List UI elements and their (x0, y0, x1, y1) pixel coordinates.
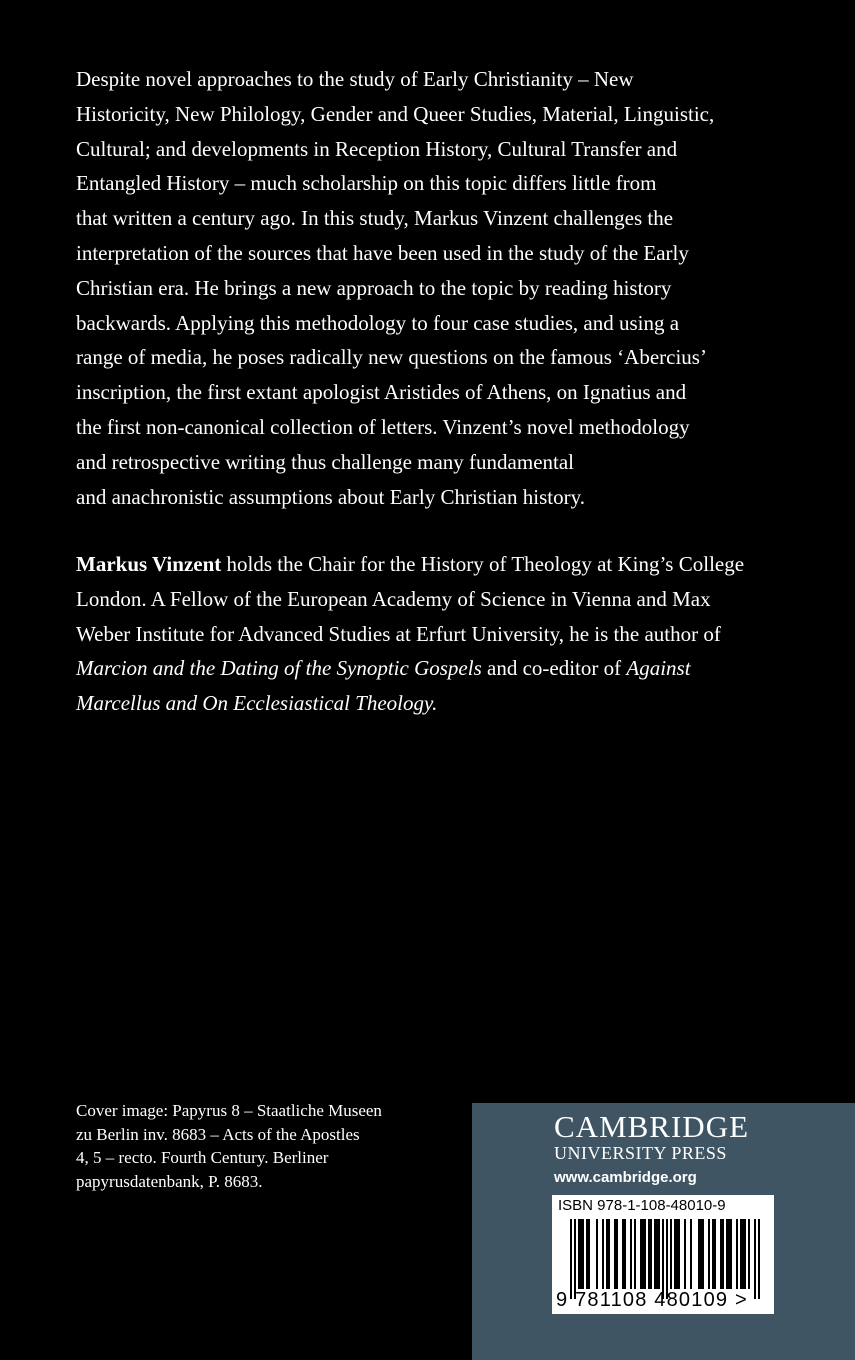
barcode-bar (676, 1219, 678, 1289)
bio-text-2: and co-editor of (481, 656, 627, 681)
barcode-bar (574, 1219, 576, 1299)
barcode-bar (602, 1219, 604, 1289)
barcode-bar (586, 1219, 588, 1289)
book-title-1: Marcion and the Dating of the Synoptic Gospels (76, 656, 482, 681)
publisher-subtitle: UNIVERSITY PRESS (554, 1143, 727, 1163)
barcode-bar (606, 1219, 608, 1289)
barcode-bar (648, 1219, 650, 1289)
bio-text-1: holds the Chair for the History of Theology at King’s College London. A Fellow of the European Academy of Science in Vienna and Max Weber Institute for Advanced Studies at Erfurt University, he is the author of (76, 552, 745, 646)
barcode-bar (700, 1219, 702, 1289)
isbn-barcode (552, 1195, 774, 1314)
publisher-panel (472, 1103, 855, 1360)
author-name: Markus Vinzent (76, 552, 222, 576)
barcode-bar (616, 1219, 618, 1289)
barcode-bar (614, 1219, 616, 1289)
barcode-bar (754, 1219, 756, 1299)
barcode-bar (608, 1219, 610, 1289)
barcode-bar (570, 1219, 572, 1299)
barcode-bar (622, 1219, 624, 1289)
barcode-bar (630, 1219, 632, 1289)
barcode-bar (674, 1219, 676, 1289)
isbn-label: ISBN 978-1-108-48010-9 (558, 1197, 726, 1214)
barcode-bar (678, 1219, 680, 1289)
barcode-bar (740, 1219, 742, 1289)
barcode-bar (722, 1219, 724, 1289)
barcode-bar (728, 1219, 730, 1289)
book-title-2: Against Marcellus and On Ecclesiastical Theology. (76, 656, 691, 716)
barcode-bar (702, 1219, 704, 1289)
barcode-bar (708, 1219, 710, 1289)
barcode-bar (744, 1219, 746, 1289)
barcode-bar (714, 1219, 716, 1289)
barcode-bar (642, 1219, 644, 1289)
barcode-bar (582, 1219, 584, 1289)
barcode-bar (650, 1219, 652, 1289)
author-bio (76, 547, 766, 721)
barcode-bar (634, 1219, 636, 1289)
barcode-bar (580, 1219, 582, 1289)
barcode-bar (730, 1219, 732, 1289)
barcode-bar (644, 1219, 646, 1289)
publisher-url: www.cambridge.org (554, 1169, 697, 1186)
barcode-bar (748, 1219, 750, 1289)
barcode-bar (736, 1219, 738, 1289)
barcode-bar (670, 1219, 672, 1289)
barcode-bar (656, 1219, 658, 1289)
barcode-bar (658, 1219, 660, 1289)
barcode-bar (758, 1219, 760, 1299)
cover-image-credit: Cover image: Papyrus 8 – Staatliche Museen zu Berlin inv. 8683 – Acts of the Apostles 4, 5 – recto. Fourth Century. Berliner papyrusdatenbank, P. 8683. (76, 1101, 382, 1191)
barcode-bar (742, 1219, 744, 1289)
barcode-bar (720, 1219, 722, 1289)
barcode-bar (640, 1219, 642, 1289)
barcode-bar (588, 1219, 590, 1289)
barcode-bar (578, 1219, 580, 1289)
barcode-digits: 9 781108 480109 > (556, 1289, 748, 1311)
barcode-bar (624, 1219, 626, 1289)
barcode-bar (712, 1219, 714, 1289)
barcode-bar (654, 1219, 656, 1289)
publisher-logo-name: CAMBRIDGE (554, 1109, 750, 1144)
barcode-bar (596, 1219, 598, 1289)
barcode-bar (690, 1219, 692, 1289)
barcode-bar (684, 1219, 686, 1289)
barcode-bar (726, 1219, 728, 1289)
barcode-bar (666, 1219, 668, 1299)
barcode-bar (698, 1219, 700, 1289)
back-cover-blurb: Despite novel approaches to the study of Early Christianity – New Historicity, New Philology, Gender and Queer Studies, Material, Linguistic, Cultural; and developments in Reception History, Cultural Transfer and Entangled History – much scholarship on this topic differs little from that written a century ago. In this study, Markus Vinzent challenges the interpretation of the sources that have been used in the study of the Early Christian era. He brings a new approach to the topic by reading history backwards. Applying this methodology to four case studies, and using a range of media, he poses radically new questions on the famous ‘Abercius’ inscription, the first extant apologist Aristides of Athens, on Ignatius and the first non-canonical collection of letters. Vinzent’s novel methodology and retrospective writing thus challenge many fundamental and anachronistic assumptions about Early Christian history. (76, 67, 715, 509)
barcode-bar (662, 1219, 664, 1299)
